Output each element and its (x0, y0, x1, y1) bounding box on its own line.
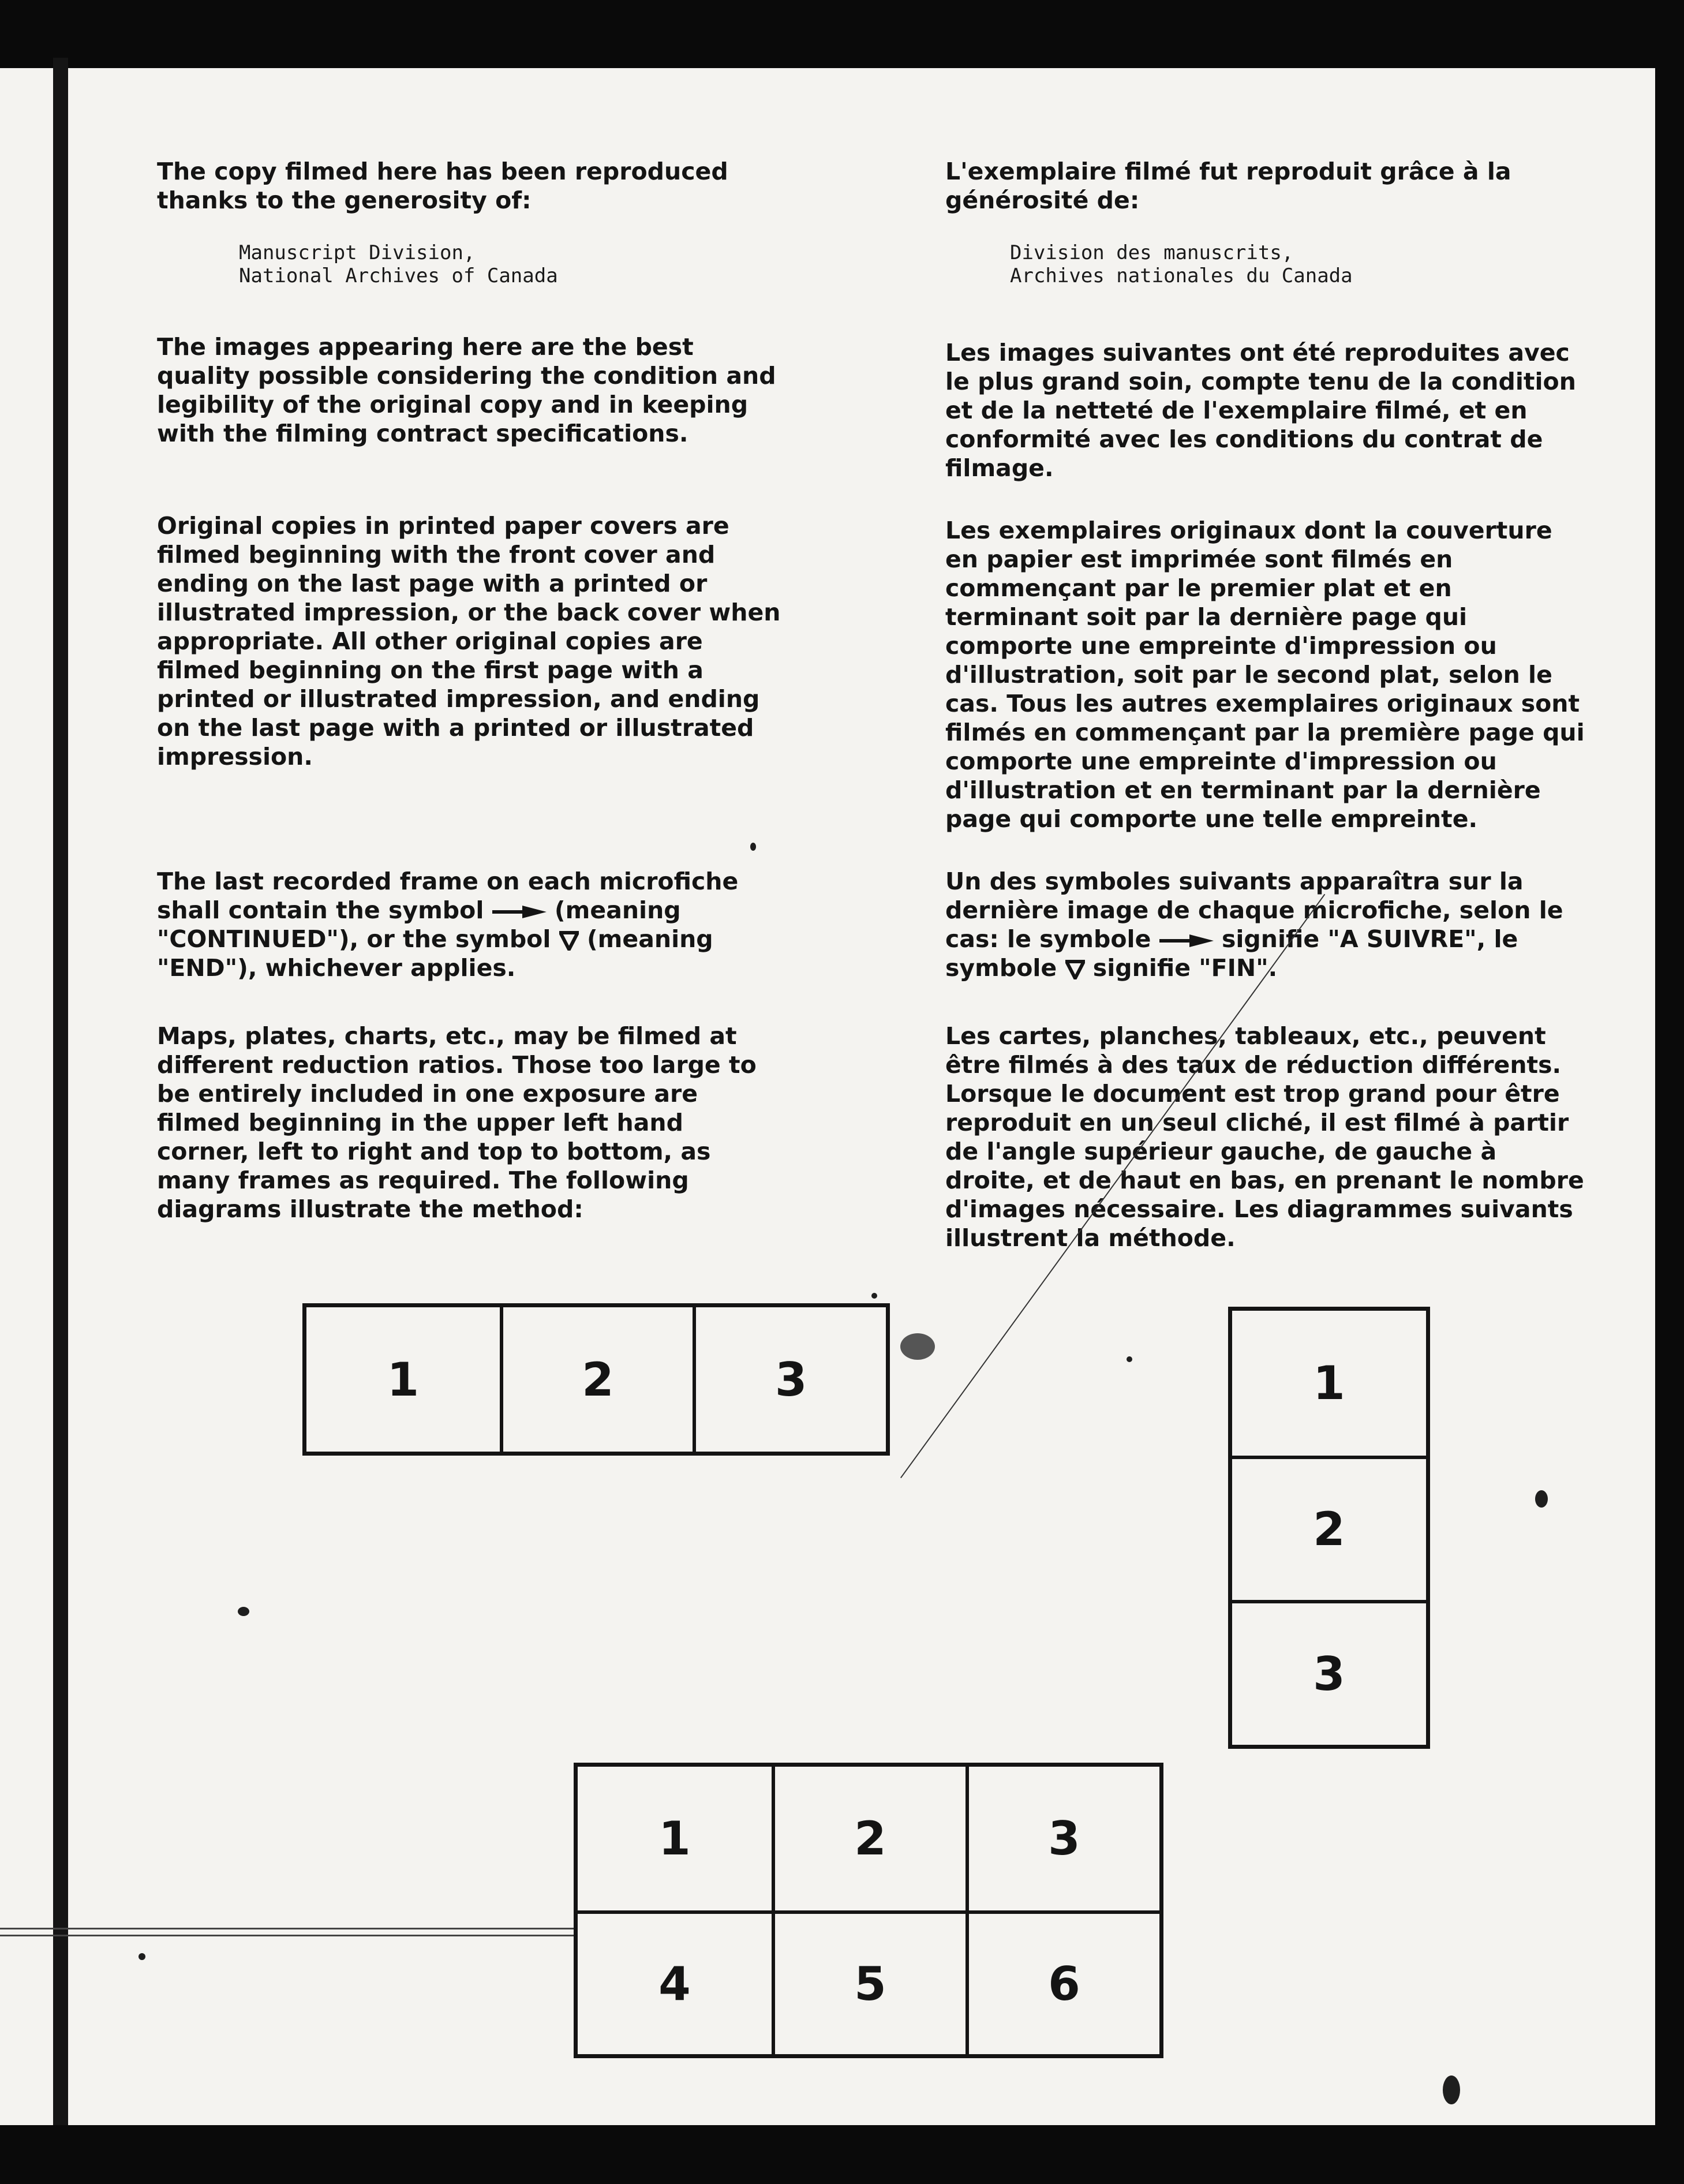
right-institution (1010, 241, 1529, 287)
film-speck (871, 1293, 877, 1299)
film-border-left (53, 58, 68, 2136)
frame-cell: 2 (772, 1767, 966, 1910)
frame-cell: 5 (772, 1910, 966, 2054)
left-intro: The copy filmed here has been reproduced thanks to the generosity of: (157, 158, 728, 214)
right-intro: L'exemplaire filmé fut reproduit grâce à la générosité de: (945, 158, 1511, 214)
film-speck (1127, 1356, 1132, 1362)
film-line (0, 1935, 577, 1936)
film-speck (750, 843, 756, 851)
frame-cell: 3 (693, 1307, 886, 1452)
left-paragraph-original-copies: Original copies in printed paper covers are filmed beginning with the front cover and ending on the last page with a printed or illustrated impression, or the back cover when appropriate. All other original copies are filmed beginning on the first page with a printed or illustrated impression, and ending on the last page with a printed or illustrated impression. (157, 512, 781, 771)
triangle-down-icon (559, 931, 579, 951)
right-institution-line: Archives nationales du Canada (1010, 264, 1353, 287)
right-paragraph-maps: Les cartes, planches, tableaux, etc., peuvent être filmés à des taux de réduction différents. Lorsque le document est trop grand pour être reproduit en un seul cliché, il est filmé à partir de l'angle supérieur gauche, de gauche à droite, et de haut en bas, en prenant le nombre d'images nécessaire. Les diagrammes suivants illustrent la méthode. (945, 1022, 1584, 1252)
frame-cell: 1 (1313, 1356, 1345, 1410)
left-paragraph-maps: Maps, plates, charts, etc., may be filmed at different reduction ratios. Those too large to be entirely included in one exposure are filmed beginning in the upper left hand corner, left to right and top to bottom, as many frames as required. The following diagrams illustrate the method: (157, 1022, 757, 1223)
right-frame-text: signifie "A SUIVRE", le symbole (945, 925, 1518, 982)
film-speck (1443, 2075, 1460, 2104)
left-institution-line: National Archives of Canada (239, 264, 558, 287)
film-border-right (1655, 0, 1684, 2184)
film-line (0, 1928, 577, 1929)
frame-cell: 2 (1232, 1456, 1426, 1600)
film-speck (900, 1333, 935, 1360)
frame-cell: 1 (658, 1812, 691, 1865)
left-frame-text: (meaning "END"), whichever applies. (157, 925, 713, 982)
right-frame-text: Un des symboles suivants apparaîtra sur la dernière image de chaque microfiche, selon le cas: le symbole (945, 867, 1563, 953)
left-paragraph-last-frame (157, 867, 780, 982)
left-institution-line: Manuscript Division, (239, 241, 476, 264)
right-paragraph-quality: Les images suivantes ont été reproduites avec le plus grand soin, compte tenu de la condition et de la netteté de l'exemplaire filmé, et en conformité avec les conditions du contrat de filmage. (945, 339, 1576, 482)
left-frame-text: The last recorded frame on each microfiche shall contain the symbol (157, 867, 739, 924)
right-paragraph-original-copies: Les exemplaires originaux dont la couverture en papier est imprimée sont filmés en commençant par le premier plat et en terminant soit par la dernière page qui comporte une empreinte d'impression ou d'illustration, soit par le second plat, selon le cas. Tous les autres exemplaires originaux sont filmés en commençant par la première page qui comporte une empreinte d'impression ou d'illustration et en terminant par la dernière page qui comporte une telle empreinte. (945, 517, 1585, 833)
film-speck (238, 1607, 249, 1616)
left-institution (239, 241, 758, 287)
diagram-column-of-three (1228, 1307, 1430, 1749)
frame-cell: 3 (1232, 1600, 1426, 1745)
arrow-right-icon (492, 905, 547, 919)
left-frame-text: (meaning "CONTINUED"), or the symbol (157, 896, 681, 953)
diagram-grid-two-by-three (574, 1763, 1163, 2058)
frame-cell: 1 (387, 1352, 420, 1407)
right-institution-line: Division des manuscrits, (1010, 241, 1294, 264)
right-paragraph-last-frame (945, 867, 1580, 982)
arrow-right-icon (1159, 934, 1214, 948)
right-frame-text: signifie "FIN". (1084, 954, 1278, 982)
left-paragraph-quality: The images appearing here are the best quality possible considering the condition and legibility of the original copy and in keeping with the filming contract specifications. (157, 333, 776, 447)
film-speck (1535, 1490, 1548, 1508)
film-border-top (0, 0, 1684, 68)
film-border-bottom (0, 2125, 1684, 2184)
frame-cell: 2 (500, 1307, 693, 1452)
frame-cell: 4 (578, 1910, 772, 2054)
frame-cell: 3 (966, 1767, 1159, 1910)
film-speck (139, 1953, 145, 1960)
triangle-down-icon (1065, 960, 1085, 979)
diagram-row-of-three (302, 1303, 890, 1456)
frame-cell: 6 (966, 1910, 1159, 2054)
